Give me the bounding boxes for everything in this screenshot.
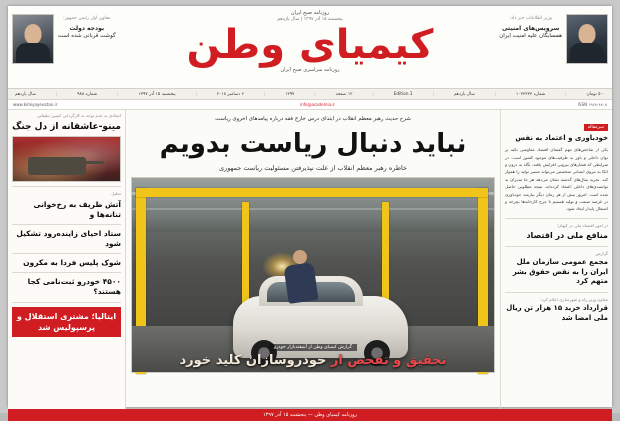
masthead-subline: پنجشنبه ۱۵ آذر ۱۳۹۷ | سال یازدهم	[277, 17, 343, 22]
sidebar-divider-3	[12, 253, 121, 254]
newspaper-logo	[180, 24, 440, 66]
masthead-left-story[interactable]	[12, 14, 130, 64]
photo-headline-part1: تحقیق و تفحص از	[330, 353, 447, 369]
sidebar-divider-2	[12, 224, 121, 225]
email-text[interactable]: info@academia.ir	[299, 102, 336, 107]
factory-worker	[284, 250, 318, 302]
info-item-5: ۱۳۹۷	[285, 91, 295, 97]
logo-word-2: وطن	[186, 22, 286, 68]
tank-shape	[28, 157, 86, 175]
gantry-beam-top	[136, 188, 488, 197]
divider-1	[505, 218, 608, 219]
issue-info-bar: ۵۰۰ تومان | شماره ۱۰۳۳۳۳۳ | سال یازدهم | Edition.1 | ۱۲ صفحه | ۱۳۹۷ | ۶ دسامبر ۲۰۱۸ | پنجشنبه ۱۵ آذر ۱۳۹۷ | شماره ۹۸۸ | سال یازدهم	[8, 89, 612, 100]
editorial-headline[interactable]: خودباوری و اعتماد به نفس	[515, 134, 608, 142]
portrait-photo-left	[12, 14, 54, 64]
main-story-column	[126, 110, 500, 409]
info-item-8: شماره ۹۸۸	[77, 91, 98, 97]
sidebar-divider-5	[12, 302, 121, 303]
info-item-2: سال یازدهم	[453, 91, 475, 97]
main-lede: شرح حدیث رهبر معظم انقلاب در ابتدای درس خارج فقه درباره پیامدهای اخروی ریاست	[215, 116, 411, 122]
right-item-5-headline[interactable]: ۴۵۰۰ خودرو ثبت‌نامی کجا هستند؟	[27, 277, 121, 297]
left-item-3-headline[interactable]: قرارداد خرید ۱۵ هزار تن ریال ملی امضا شد	[506, 304, 608, 322]
masthead	[8, 6, 612, 89]
sidebar-divider-1	[12, 186, 121, 187]
website-text[interactable]: www.kimiyayevatan.ir	[13, 102, 58, 107]
left-item-1-kicker: در امور اقتصاد ملی در کیهان:	[556, 222, 608, 228]
newspaper-page	[8, 6, 612, 418]
right-item-1-headline[interactable]: مینو-عاشقانه از دل جنگ	[12, 122, 121, 133]
info-item-0: ۵۰۰ تومان	[586, 91, 605, 97]
left-item-3-kicker: معاون وزیر راه و شهرسازی اعلام کرد:	[540, 297, 608, 303]
left-item-2-headline[interactable]: مجمع عمومی سازمان ملل ایران را به نقض حقوق بشر متهم کرد	[512, 257, 608, 286]
left-item-2-kicker: گزارش	[595, 250, 608, 256]
masthead-right-story[interactable]	[490, 14, 608, 64]
info-item-3: Edition.1	[393, 91, 413, 97]
masthead-strap: روزنامه سراسری صبح ایران	[280, 67, 340, 73]
masthead-center	[180, 10, 440, 73]
footer-text: روزنامه کیمیای وطن — پنجشنبه ۱۵ آذر ۱۳۹۷	[262, 412, 358, 418]
info-item-1: شماره ۱۰۳۳۳۳۳	[516, 91, 546, 97]
photo-headline[interactable]	[132, 353, 494, 368]
right-item-2-headline[interactable]: آتش ظریف به رخ‌خوانی تنانه‌ها و	[33, 199, 121, 219]
logo-word-1: کیمیای	[299, 22, 434, 68]
masthead-right-headline-1: سرویس‌های امنیتی	[501, 24, 560, 32]
info-item-9: سال یازدهم	[15, 91, 37, 97]
main-headline[interactable]: نباید دنبال ریاست بدویم	[159, 129, 467, 160]
main-photo-factory	[131, 177, 495, 373]
page-footer	[8, 409, 612, 421]
sports-banner[interactable]: ایتالیا؛ مشتری استقلال و پرسپولیس شد	[12, 307, 121, 337]
right-item-2-kicker: تحلیل	[111, 191, 121, 197]
masthead-right-headline-2: همسایگان علیه امنیت ایران	[499, 33, 562, 40]
editorial-body: یکی از شاخص‌های مهم گفتمان اقتصاد مقاومتی تکیه بر توان داخلی و باور به ظرفیت‌های موجود کشور است. در شرایطی که فشارهای بیرونی افزایش یافته، نگاه به درون و اتکا به نیروی انسانی متخصص می‌تواند مسیر تولید را هموار کند. تجربه سال‌های گذشته نشان می‌دهد هر جا مدیران به توانمندی‌های داخلی اعتماد کرده‌اند، نتیجه مطلوبی حاصل شده است. امروز بیش از هر زمان دیگر نیازمند خودباوری در عرصه صنعت و تولید هستیم تا چرخ کارخانه‌ها بچرخد و اشتغال پایدار ایجاد شود.	[505, 147, 608, 212]
factory-ceiling	[132, 178, 494, 232]
editorial-column	[500, 110, 612, 409]
masthead-left-headline-2: گوشت قربانی شده است	[58, 33, 116, 40]
left-item-1-headline[interactable]: منافع ملی در اقتصاد	[526, 230, 608, 240]
info-item-7: پنجشنبه ۱۵ آذر ۱۳۹۷	[138, 91, 176, 97]
section-label-editorial: سرمقاله	[584, 124, 608, 131]
main-subheadline: خاطره رهبر معظم انقلاب از علت نپذیرفتن مسئولیت ریاست جمهوری	[218, 164, 408, 173]
divider-2	[505, 246, 608, 247]
masthead-left-headline-1: بودجه دولت	[69, 24, 105, 32]
right-item-4-headline[interactable]: شوک پلیس فردا به مکرون	[23, 258, 121, 268]
sidebar-divider-4	[12, 272, 121, 273]
masthead-left-kicker: معاون اول رئیس جمهور:	[63, 16, 111, 21]
sidebar-column	[8, 110, 126, 409]
war-photo	[12, 136, 121, 182]
divider-3	[505, 292, 608, 293]
contact-bar	[8, 100, 612, 110]
masthead-right-kicker: وزیر اطلاعات خبر داد:	[509, 16, 552, 21]
info-item-4: ۱۲ صفحه	[335, 91, 353, 97]
photo-caption-block	[132, 333, 494, 372]
page-content	[8, 110, 612, 409]
masthead-left-text	[58, 14, 116, 64]
portrait-photo-right	[566, 14, 608, 64]
issn-text: ISSN ۱۹۶۸-۶۸۰۸	[577, 102, 607, 107]
photo-kicker: گزارش کیمیای وطن از آشفته‌بازار خودرو	[269, 344, 357, 351]
masthead-tagline: روزنامه صبح ایران	[290, 10, 330, 16]
right-item-3-headline[interactable]: ستاد احیای زاینده‌رود تشکیل شود	[16, 228, 121, 249]
info-item-6: ۶ دسامبر ۲۰۱۸	[216, 91, 244, 97]
masthead-right-text	[499, 14, 562, 64]
photo-headline-part2: خودروسازان کلید خورد	[179, 353, 327, 369]
right-item-1-kicker: انتقادی به عدم توجه به کارگردانی کمپین تبلیغاتی	[36, 113, 121, 118]
